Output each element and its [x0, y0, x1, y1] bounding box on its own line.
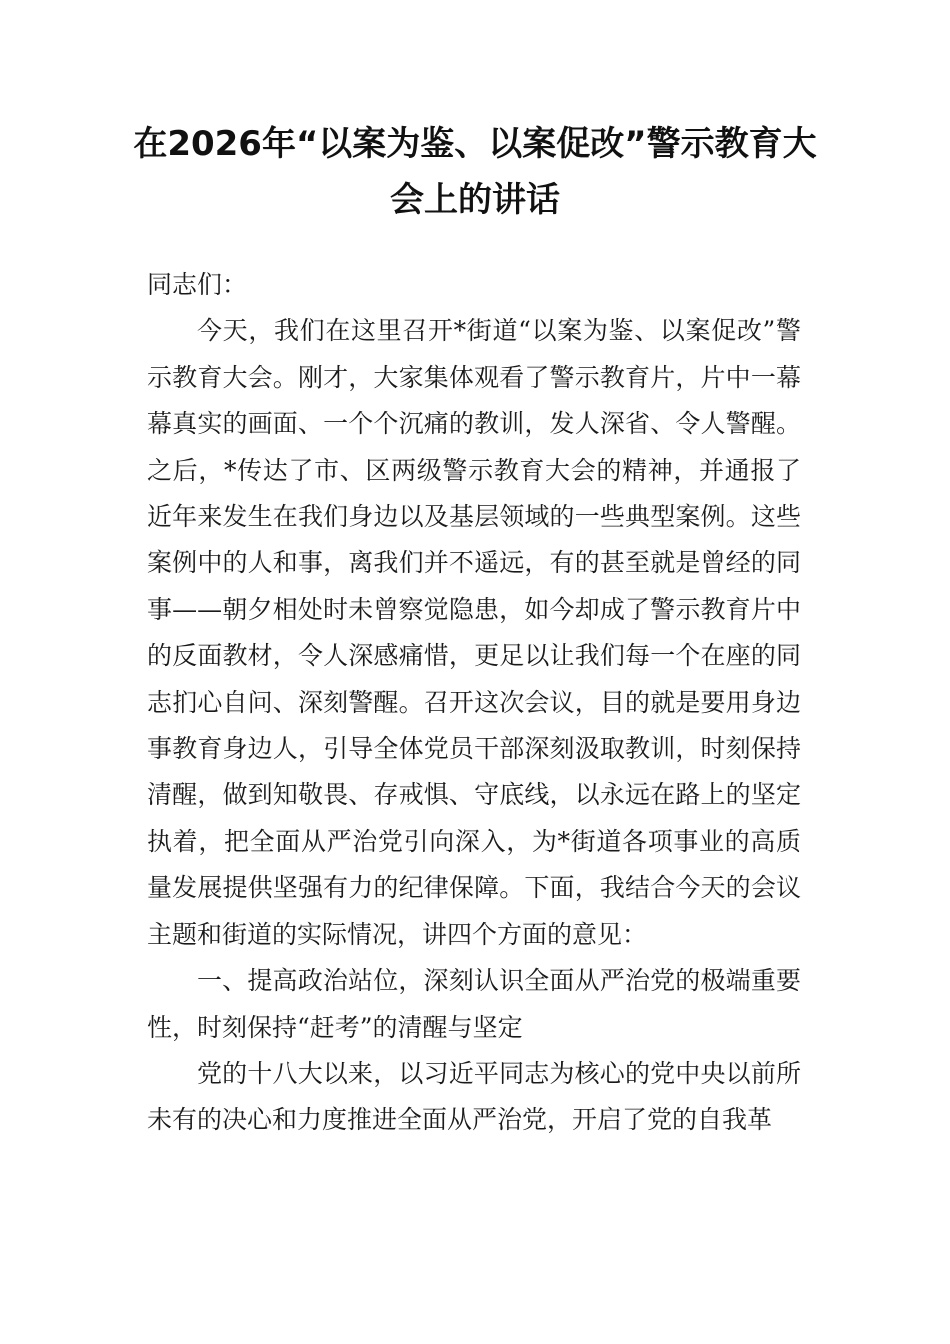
- section-heading-1: 一、提高政治站位，深刻认识全面从严治党的极端重要性，时刻保持“赶考”的清醒与坚定: [147, 966, 801, 1042]
- salutation: 同志们：: [147, 270, 248, 299]
- paragraph-intro: 今天，我们在这里召开*街道“以案为鉴、以案促改”警示教育大会。刚才，大家集体观看了警示教育片，片中一幕幕真实的画面、一个个沉痛的教训，发人深省、令人警醒。之后，*传达了市、区两级警示教育大会的精神，并通报了近年来发生在我们身边以及基层领域的一些典型案例。这些案例中的人和事，离我们并不遥远，有的甚至就是曾经的同事——朝夕相处时未曾察觉隐患，如今却成了警示教育片中的反面教材，令人深感痛惜，更足以让我们每一个在座的同志扪心自问、深刻警醒。召开这次会议，目的就是要用身边事教育身边人，引导全体党员干部深刻汲取教训，时刻保持清醒，做到知敬畏、存戒惧、守底线，以永远在路上的坚定执着，把全面从严治党引向深入，为*街道各项事业的高质量发展提供坚强有力的纪律保障。下面，我结合今天的会议主题和街道的实际情况，讲四个方面的意见：: [147, 316, 801, 949]
- document-title: 在2026年“以案为鉴、以案促改”警示教育大会上的讲话: [133, 124, 817, 220]
- document-body: [147, 262, 801, 1144]
- paragraph-section-1: 党的十八大以来，以习近平同志为核心的党中央以前所未有的决心和力度推进全面从严治党，开启了党的自我革: [147, 1058, 801, 1135]
